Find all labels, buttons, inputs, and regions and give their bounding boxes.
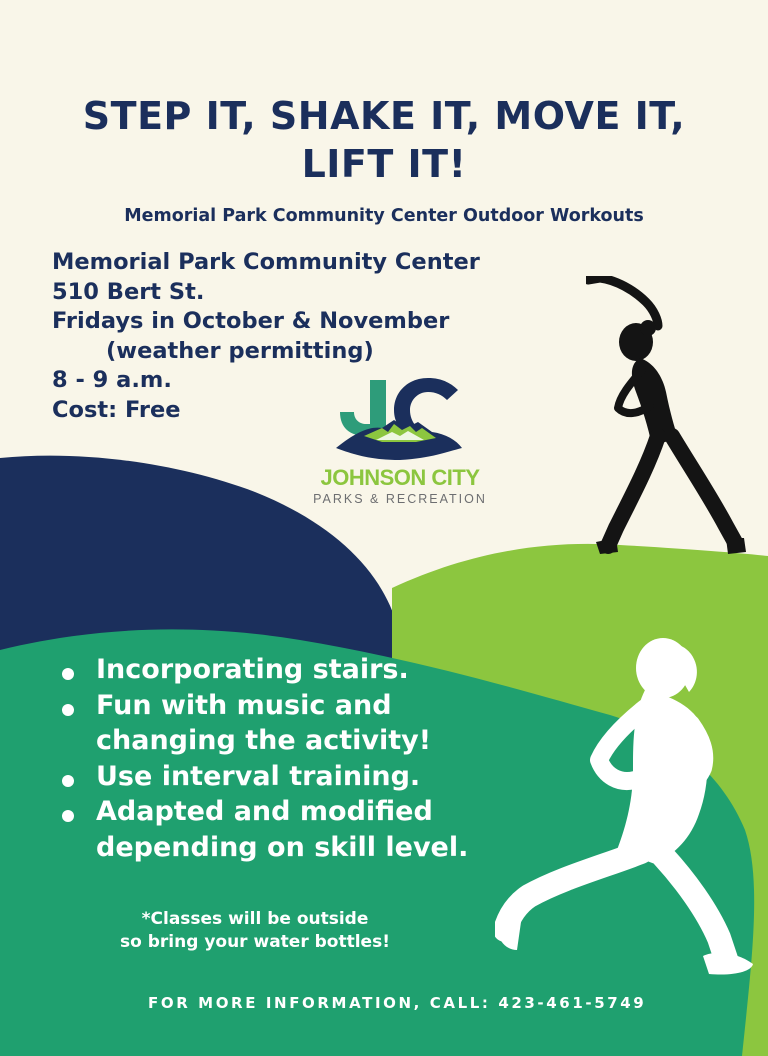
feature-text: Use interval training. (96, 760, 421, 792)
note-line-2: so bring your water bottles! (120, 932, 390, 952)
logo-name: JOHNSON CITY (320, 465, 480, 490)
list-item (60, 759, 468, 795)
schedule-note: (weather permitting) (106, 337, 374, 364)
bullet-icon (62, 704, 74, 716)
headline (40, 92, 728, 188)
cost: Cost: Free (52, 396, 181, 423)
feature-text: Fun with music and (96, 689, 392, 721)
feature-text: Incorporating stairs. (96, 654, 409, 685)
jc-mountain-logo-icon (336, 376, 464, 462)
feature-text-continued: depending on skill level. (96, 831, 469, 863)
feature-list (60, 652, 468, 865)
bullet-icon (62, 775, 74, 787)
bullet-icon (62, 668, 74, 680)
feature-text: Adapted and modified (96, 796, 433, 827)
schedule: Fridays in October & November (52, 308, 450, 334)
headline-line-2: LIFT IT! (301, 142, 467, 186)
venue: Memorial Park Community Center (52, 249, 480, 275)
time: 8 - 9 a.m. (52, 367, 172, 393)
feature-text-continued: changing the activity! (96, 725, 432, 756)
stretching-woman-silhouette-icon (586, 276, 756, 560)
contact-info: FOR MORE INFORMATION, CALL: 423-461-5749 (148, 994, 647, 1012)
list-item (60, 652, 468, 688)
address: 510 Bert St. (52, 278, 205, 305)
johnson-city-logo (300, 376, 500, 512)
bullet-icon (62, 810, 74, 822)
list-item (60, 688, 468, 759)
note-line-1: *Classes will be outside (141, 909, 369, 929)
list-item (60, 794, 468, 865)
subtitle: Memorial Park Community Center Outdoor Workouts (124, 206, 644, 226)
logo-subtitle: PARKS & RECREATION (313, 492, 487, 506)
headline-line-1: STEP IT, SHAKE IT, MOVE IT, (82, 94, 686, 138)
running-woman-silhouette-icon (495, 638, 755, 978)
water-bottle-note (90, 908, 420, 954)
